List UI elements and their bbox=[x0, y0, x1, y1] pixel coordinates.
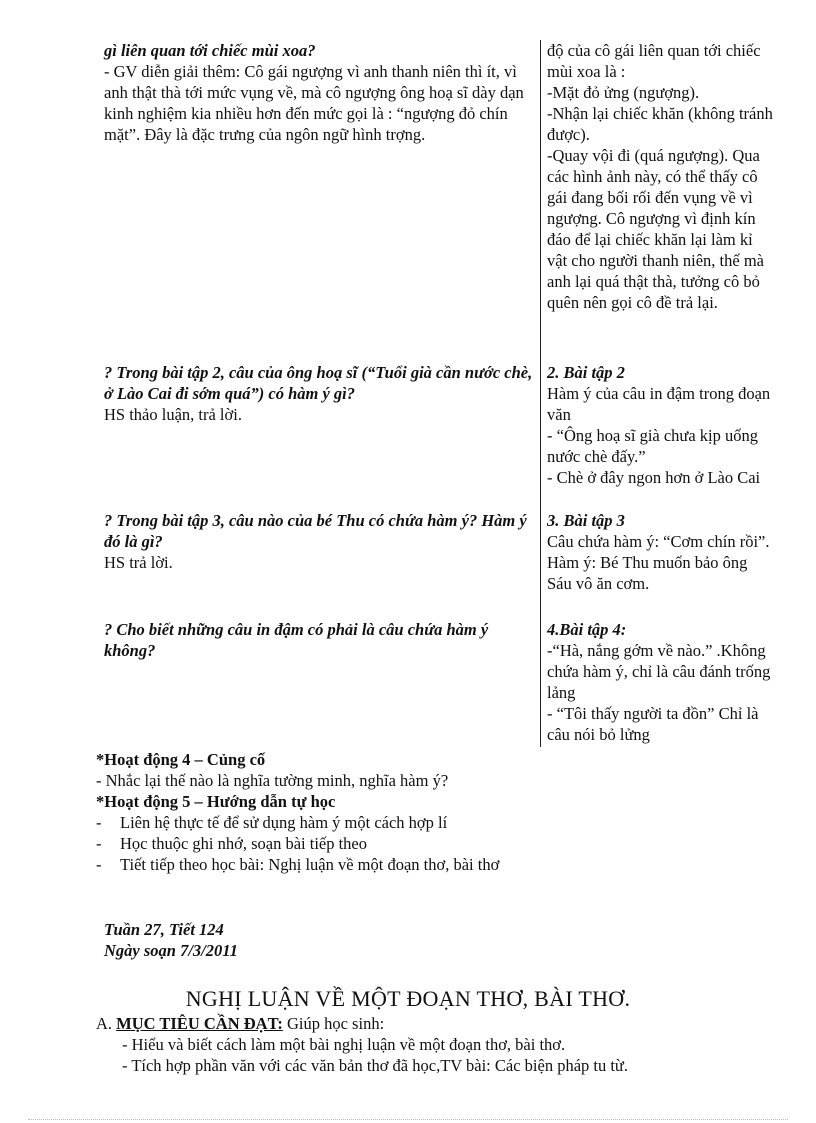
table-row bbox=[104, 40, 774, 362]
question-text: ? Trong bài tập 2, câu của ông hoạ sĩ (“Tuổi già cần nước chè, ở Lào Cai đi sớm quá”) có hàm ý gì? bbox=[104, 363, 533, 403]
teacher-column bbox=[104, 362, 541, 510]
list-item-text: Tiết tiếp theo học bài: Nghị luận về một đoạn thơ, bài thơ bbox=[120, 855, 500, 874]
list-item-text: Liên hệ thực tế để sử dụng hàm ý một cách hợp lí bbox=[120, 813, 448, 832]
answer-text: Hàm ý: Bé Thu muốn bảo ông Sáu vô ăn cơm. bbox=[547, 553, 748, 593]
list-item-text: Học thuộc ghi nhớ, soạn bài tiếp theo bbox=[120, 834, 368, 853]
content-column bbox=[541, 362, 774, 510]
activities-section bbox=[96, 749, 696, 875]
table-row bbox=[104, 510, 774, 619]
exercise-heading: 4.Bài tập 4: bbox=[547, 620, 627, 639]
page-title: NGHỊ LUẬN VỀ MỘT ĐOẠN THƠ, BÀI THƠ. bbox=[185, 986, 631, 1011]
student-activity-text: HS trả lời. bbox=[104, 553, 173, 572]
answer-text: -Quay vội đi (quá ngượng). Qua các hình ảnh này, có thể thấy cô gái đang bối rối đến vụng về vì ngượng. Cô ngượng vì định kín đáo để lại chiếc khăn lại làm kỉ vật cho người thanh niên, thế mà anh lại quá thật thà, tưởng cô bỏ quên nên gọi cô đề trả lại. bbox=[547, 146, 764, 312]
week-period: Tuần 27, Tiết 124 bbox=[104, 920, 224, 939]
prep-date: Ngày soạn 7/3/2011 bbox=[104, 941, 238, 960]
lesson-table bbox=[104, 40, 774, 747]
answer-text: -Mặt đỏ ửng (ngượng). bbox=[547, 83, 700, 102]
answer-text: độ của cô gái liên quan tới chiếc mùi xoa là : bbox=[547, 41, 761, 81]
answer-text: - “Ông hoạ sĩ già chưa kịp uống nước chè đấy.” bbox=[547, 426, 759, 466]
objective-item: - Hiểu và biết cách làm một bài nghị luận về một đoạn thơ, bài thơ. bbox=[122, 1035, 566, 1054]
list-item: - Học thuộc ghi nhớ, soạn bài tiếp theo bbox=[96, 834, 368, 853]
page-divider bbox=[28, 1119, 788, 1120]
objectives-intro: Giúp học sinh: bbox=[282, 1014, 385, 1033]
answer-text: - “Tôi thấy người ta đồn” Chỉ là câu nói bỏ lửng bbox=[547, 704, 759, 744]
answer-text: - Chè ở đây ngon hơn ở Lào Cai bbox=[547, 468, 761, 487]
teacher-column bbox=[104, 619, 541, 747]
teacher-column bbox=[104, 510, 541, 619]
answer-text: -Nhận lại chiếc khăn (không tránh được). bbox=[547, 104, 773, 144]
table-row bbox=[104, 619, 774, 747]
student-activity-text: HS thảo luận, trả lời. bbox=[104, 405, 242, 424]
list-item: - Liên hệ thực tế để sử dụng hàm ý một cách hợp lí bbox=[96, 813, 448, 832]
objectives-section bbox=[96, 1013, 776, 1076]
activity4-heading: *Hoạt động 4 – Củng cố bbox=[96, 750, 266, 769]
answer-text: Hàm ý của câu in đậm trong đoạn văn bbox=[547, 384, 771, 424]
objectives-prefix: A. bbox=[96, 1014, 117, 1033]
activity5-heading: *Hoạt động 5 – Hướng dẫn tự học bbox=[96, 792, 336, 811]
objectives-heading bbox=[96, 1013, 776, 1034]
question-text: ? Cho biết những câu in đậm có phải là câu chứa hàm ý không? bbox=[104, 620, 489, 660]
activity4-text: - Nhắc lại thế nào là nghĩa tường minh, nghĩa hàm ý? bbox=[96, 771, 449, 790]
explanation-text: - GV diễn giải thêm: Cô gái ngượng vì anh thanh niên thì ít, vì anh thật thà tới mức vụng về, mà cô ngượng ông hoạ sĩ dày dạn kinh nghiệm kia nhiều hơn đến mức gọi là : “ngượng đỏ chín mặt”. Đây là đặc trưng của ngôn ngữ hình trợng. bbox=[104, 62, 524, 144]
objectives-label: MỤC TIÊU CẦN ĐẠT: bbox=[116, 1014, 283, 1033]
objective-item: - Tích hợp phần văn với các văn bản thơ đã học,TV bài: Các biện pháp tu từ. bbox=[122, 1056, 628, 1075]
exercise-heading: 2. Bài tập 2 bbox=[547, 363, 625, 382]
question-text: gì liên quan tới chiếc mùi xoa? bbox=[104, 41, 316, 60]
lesson-meta bbox=[104, 919, 238, 961]
exercise-heading: 3. Bài tập 3 bbox=[547, 511, 625, 530]
answer-text: Câu chứa hàm ý: “Cơm chín rồi”. bbox=[547, 532, 770, 551]
content-column bbox=[541, 510, 774, 619]
table-row bbox=[104, 362, 774, 510]
content-column bbox=[541, 619, 774, 747]
list-item: - Tiết tiếp theo học bài: Nghị luận về một đoạn thơ, bài thơ bbox=[96, 855, 500, 874]
content-column bbox=[541, 40, 774, 362]
answer-text: -“Hà, nắng gớm về nào.” .Không chứa hàm ý, chỉ là câu đánh trống lảng bbox=[547, 641, 771, 702]
question-text: ? Trong bài tập 3, câu nào của bé Thu có chứa hàm ý? Hàm ý đó là gì? bbox=[104, 511, 527, 551]
teacher-column bbox=[104, 40, 541, 362]
